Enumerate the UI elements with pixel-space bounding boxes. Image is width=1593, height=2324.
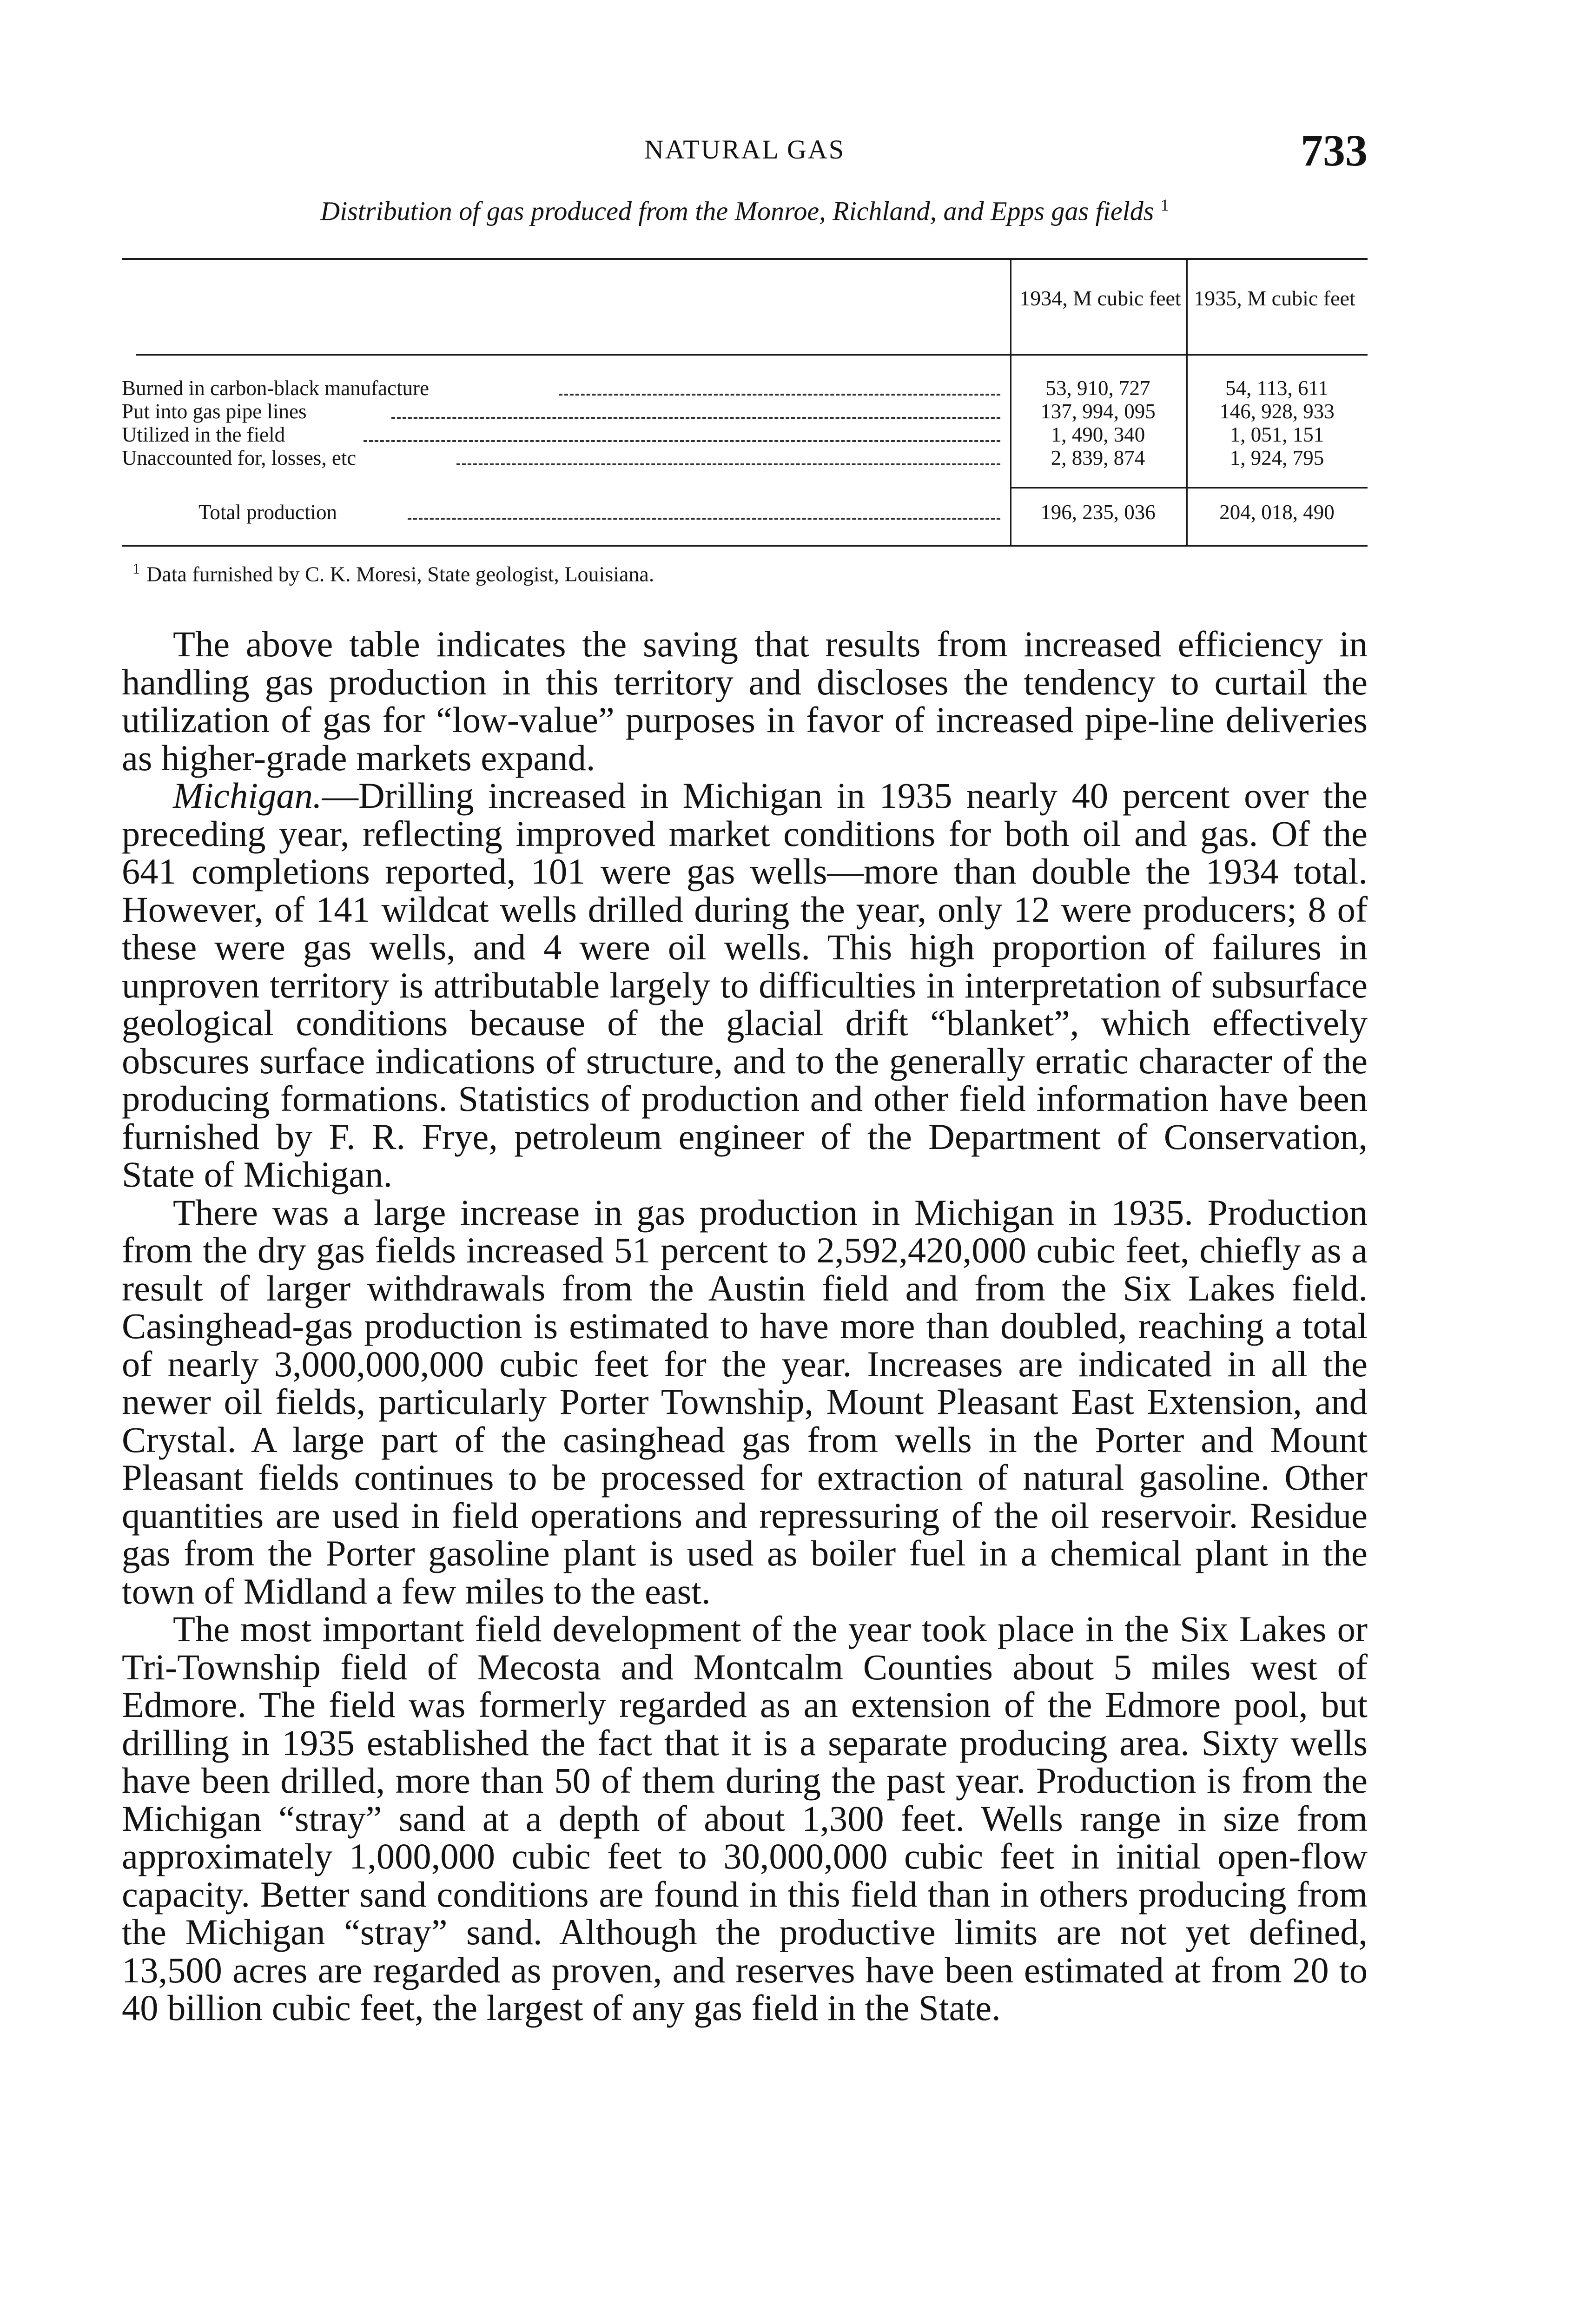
table-caption-footnote-ref: 1 — [1160, 196, 1169, 214]
table-caption — [122, 195, 1368, 226]
column-header-1934: 1934, M cubic feet — [1019, 286, 1181, 310]
table-cell: 137, 994, 095 — [1040, 400, 1156, 423]
table-cell: 54, 113, 611 — [1225, 376, 1329, 400]
table-cell: 146, 928, 933 — [1219, 400, 1335, 423]
running-head — [122, 125, 1368, 175]
table-cell: 1, 490, 340 — [1051, 423, 1145, 446]
row-leader — [391, 417, 1000, 419]
table-bottom-rule — [122, 545, 1368, 547]
page-number: 733 — [1301, 125, 1368, 175]
row-label: Burned in carbon-black manufacture — [122, 376, 429, 400]
table-col-rule-2 — [1186, 258, 1188, 546]
column-header-1935: 1935, M cubic feet — [1194, 286, 1355, 310]
table-caption-text: Distribution of gas produced from the Monroe, Richland, and Epps gas fields — [320, 196, 1154, 226]
side-heading-michigan: Michigan. — [173, 775, 322, 816]
table-head-rule — [136, 354, 1368, 356]
table-footnote — [132, 560, 654, 586]
row-leader — [456, 463, 1000, 465]
row-label: Unaccounted for, losses, etc — [122, 446, 357, 469]
footnote-text: Data furnished by C. K. Moresi, State geologist, Louisiana. — [146, 562, 654, 586]
row-label: Utilized in the field — [122, 423, 285, 446]
table-cell: 1, 051, 151 — [1229, 423, 1324, 446]
paragraph: There was a large increase in gas production in Michigan in 1935. Production from the dry gas fields increased 51 percent to 2,592,420,000 cubic feet, chiefly as a result of larger withdrawals from the Austin field and from the Six Lakes field. Casinghead-gas production is estimated to have more than doubled, reaching a total of nearly 3,000,000,000 cubic feet for the year. Increases are indicated in all the newer oil fields, particularly Porter Township, Mount Pleasant East Extension, and Crystal. A large part of the casinghead gas from wells in the Porter and Mount Pleasant fields continues to be processed for extraction of natural gasoline. Other quantities are used in field operations and repressuring of the oil reservoir. Residue gas from the Porter gasoline plant is used as boiler fuel in a chemical plant in the town of Midland a few miles to the east. — [122, 1192, 1368, 1611]
total-cell-1934: 196, 235, 036 — [1040, 501, 1156, 524]
row-leader — [364, 440, 1000, 442]
table-cell: 1, 924, 795 — [1229, 446, 1324, 469]
footnote-mark: 1 — [132, 560, 140, 577]
distribution-table — [122, 258, 1368, 555]
paragraph — [122, 777, 1368, 1194]
total-row-label: Total production — [198, 501, 337, 524]
total-cell-1935: 204, 018, 490 — [1219, 501, 1335, 524]
table-cell: 53, 910, 727 — [1045, 376, 1150, 400]
paragraph: The most important field development of the year took place in the Six Lakes or Tri-Township field of Mecosta and Montcalm Counties about 5 miles west of Edmore. The field was formerly regarded as an extension of the Edmore pool, but drilling in 1935 established the fact that it is a separate producing area. Sixty wells have been drilled, more than 50 of them during the past year. Production is from the Michigan “stray” sand at a depth of about 1,300 feet. Wells range in size from approximately 1,000,000 cubic feet to 30,000,000 cubic feet in initial open-flow capacity. Better sand conditions are found in this field than in others producing from the Michigan “stray” sand. Although the productive limits are not yet defined, 13,500 acres are regarded as proven, and reserves have been estimated at from 20 to 40 billion cubic feet, the largest of any gas field in the State. — [122, 1609, 1368, 2028]
table-cell: 2, 839, 874 — [1051, 446, 1145, 469]
running-title: NATURAL GAS — [644, 134, 846, 165]
body-text — [122, 625, 1368, 2027]
paragraph-text: —Drilling increased in Michigan in 1935 nearly 40 percent over the preceding year, reflecting improved market conditions for both oil and gas. Of the 641 completions reported, 101 were gas wells—more than double the 1934 total. However, of 141 wildcat wells drilled during the year, only 12 were producers; 8 of these were gas wells, and 4 were oil wells. This high proportion of failures in unproven territory is attributable largely to difficulties in interpretation of subsurface geological conditions because of the glacial drift “blanket”, which effectively obscures surface indications of structure, and to the generally erratic character of the producing formations. Statistics of production and other field information have been furnished by F. R. Frye, petroleum engineer of the Department of Conservation, State of Michigan. — [122, 775, 1368, 1195]
table-top-rule — [122, 258, 1368, 260]
row-leader — [559, 394, 1000, 396]
table-col-rule-1 — [1010, 258, 1011, 546]
table-total-rule — [1010, 487, 1368, 489]
paragraph: The above table indicates the saving that results from increased efficiency in handling gas production in this territory and discloses the tendency to curtail the utilization of gas for “low-value” purposes in favor of increased pipe-line deliveries as higher-grade markets expand. — [122, 624, 1368, 778]
row-label: Put into gas pipe lines — [122, 400, 307, 423]
total-row-leader — [408, 518, 1000, 520]
